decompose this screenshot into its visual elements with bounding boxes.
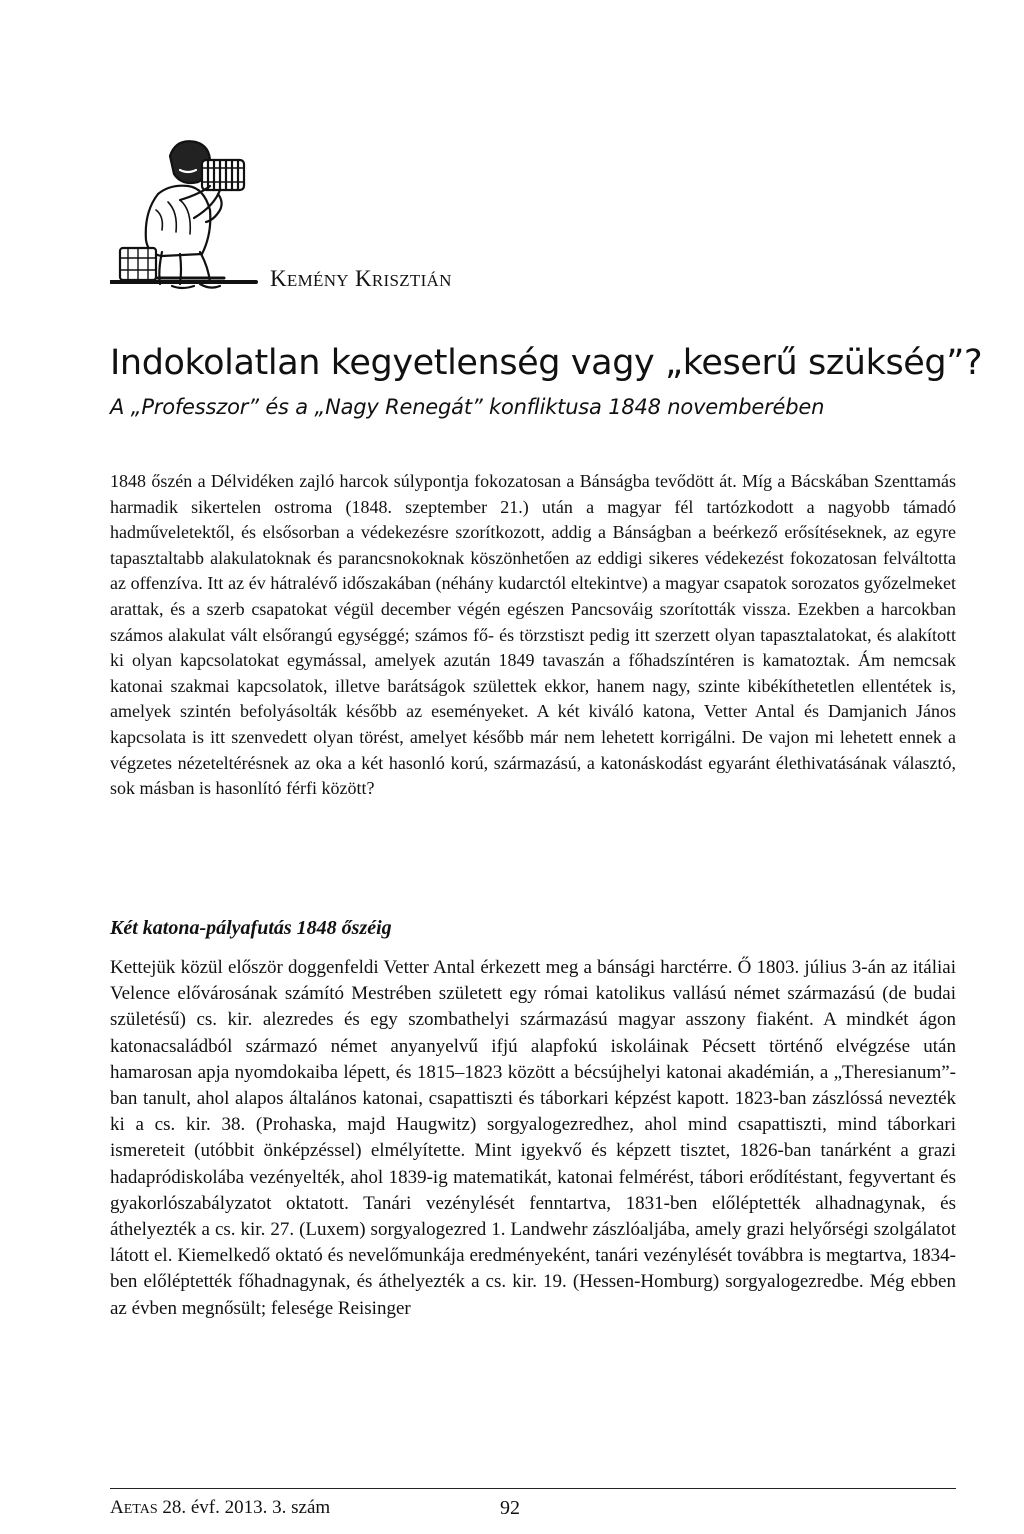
intro-paragraph: 1848 őszén a Délvidéken zajló harcok súlypontja fokozatosan a Bánságba tevődött át. Míg a Bácskában Szenttamás harmadik sikertelen ostroma (1848. szeptember 21.) után a magyar fél tartózkodott a nagyobb támadó hadműveletektől, és elsősorban a védekezésre szorítkozott, addig a Bánságban a beérkező erősítéseknek, az egyre tapasztaltabb alakulatoknak és parancsnokoknak köszönhetően az eddigi sikeres védekezést fokozatosan felváltotta az offenzíva. Itt az év hátralévő időszakában (néhány kudarctól eltekintve) a magyar csapatok sorozatos győzelmeket arattak, és a szerb csapatokat végül december végén egészen Pancsováig szorították vissza. Ezekben a harcokban számos alakulat vált elsőrangú egységgé; számos fő- és törzstiszt pedig itt szerzett olyan tapasztalatokat, és alakított ki olyan kapcsolatokat egymással, amelyek azután 1849 tavaszán a főhadszíntéren is kamatoztak. Ám nemcsak katonai szakmai kapcsolatok, illetve barátságok születtek ekkor, hanem nagy, szinte kibékíthetetlen ellentétek is, amelyek szintén befolyásolták később az eseményeket. A két kiváló katona, Vetter Antal és Damjanich János kapcsolata is itt szenvedett olyan törést, amelyet később már nem lehetett korrigálni. De vajon mi lehetett ennek a végzetes nézeteltérésnek az oka a két hasonló korú, származású, a katonáskodást egyaránt élethivatásának választó, sok másban is hasonlító férfi között? [110, 471, 956, 799]
journal-initial: A [110, 1497, 124, 1518]
page-number: 92 [500, 1497, 520, 1519]
article-page [110, 0, 983, 1534]
author-name [270, 266, 452, 292]
accordion-player-icon [110, 130, 262, 300]
author-first-rest: EMÉNY [286, 271, 349, 290]
section-paragraph: Kettejük közül először doggenfeldi Vetter Antal érkezett meg a bánsági harctérre. Ő 1803. július 3-án az itáliai Velence elővárosának számító Mestrében született egy római katolikus vallású német származású (de budai születésű) cs. kir. alezredes és egy szombathelyi származású magyar asszony fiaként. A mindkét ágon katonacsaládból származó német anyanyelvű ifjú alapfokú iskoláinak Pécsett történő elvégzése után hamarosan apja nyomdokaiba lépett, és 1815–1823 között a bécsújhelyi katonai akadémián, a „Theresianum”-ban tanult, ahol alapos általános katonai, csapattiszti és táborkari képzést kapott. 1823-ban zászlóssá nevezték ki a cs. kir. 38. (Prohaska, majd Haugwitz) sorgyalogezredhez, ahol mind csapattiszti, mind táborkari ismereteit (utóbbit önképzéssel) elmélyítette. Mint igyekvő és képzett tisztet, 1826-ban tanárként a grazi hadapródiskolába vezényelték, ahol 1839-ig matematikát, katonai felmérést, tábori erődítéstant, fegyvertant és gyakorlószabályzatot oktatott. Tanári vezénylését fenntartva, 1831-ben előléptették alhadnagynak, és áthelyezték a cs. kir. 27. (Luxem) sorgyalogezred 1. Landwehr zászlóaljába, amely grazi helyőrségi szolgálatot látott el. Kiemelkedő oktató és nevelőmunkája eredményeként, tanári vezénylését továbbra is megtartva, 1834-ben előléptették főhadnagynak, és áthelyezték a cs. kir. 19. (Hessen-Homburg) sorgyalogezredbe. Még ebben az évben megnősült; felesége Reisinger [110, 957, 956, 1319]
author-second-initial: K [354, 266, 372, 291]
journal-issue: 28. évf. 2013. 3. szám [157, 1497, 331, 1518]
author-second-rest: RISZTIÁN [371, 271, 452, 290]
section-heading: Két katona-pályafutás 1848 őszéig [110, 917, 392, 939]
journal-rest: ETAS [123, 1502, 158, 1517]
journal-citation [110, 1497, 330, 1519]
article-title: Indokolatlan kegyetlenség vagy „keserű szükség”? [110, 343, 983, 383]
footer-rule [110, 1488, 956, 1489]
author-first-initial: K [270, 266, 287, 291]
article-subtitle: A „Professzor” és a „Nagy Renegát” konfliktusa 1848 novemberében [110, 395, 825, 419]
